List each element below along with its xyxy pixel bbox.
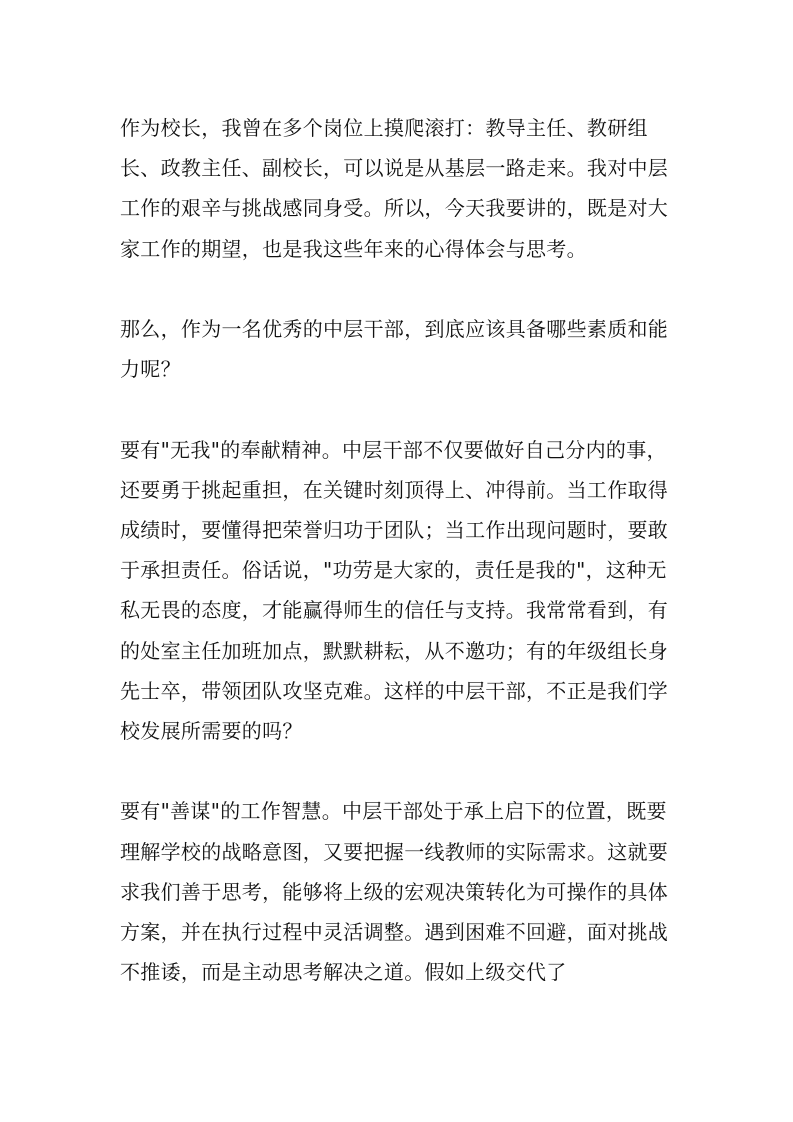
document-body [120, 108, 680, 1033]
paragraph-question: 那么，作为一名优秀的中层干部，到底应该具备哪些素质和能力呢？ [120, 317, 669, 382]
paragraph-wisdom: 要有"善谋"的工作智慧。中层干部处于承上启下的位置，既要理解学校的战略意图，又要把握一线教师的实际需求。这就要求我们善于思考，能够将上级的宏观决策转化为可操作的具体方案，并在执行过程中灵活调整。遇到困难不回避，面对挑战不推诿，而是主动思考解决之道。假如上级交代了 [120, 799, 669, 985]
paragraph-intro: 作为校长，我曾在多个岗位上摸爬滚打：教导主任、教研组长、政教主任、副校长，可以说是从基层一路走来。我对中层工作的艰辛与挑战感同身受。所以，今天我要讲的，既是对大家工作的期望，也是我这些年来的心得体会与思考。 [120, 116, 669, 261]
paragraph-dedication: 要有"无我"的奉献精神。中层干部不仅要做好自己分内的事，还要勇于挑起重担，在关键时刻顶得上、冲得前。当工作取得成绩时，要懂得把荣誉归功于团队；当工作出现问题时，要敢于承担责任。俗话说，"功劳是大家的，责任是我的"，这种无私无畏的态度，才能赢得师生的信任与支持。我常常看到，有的处室主任加班加点，默默耕耘，从不邀功；有的年级组长身先士卒，带领团队攻坚克难。这样的中层干部，不正是我们学校发展所需要的吗？ [120, 437, 669, 744]
